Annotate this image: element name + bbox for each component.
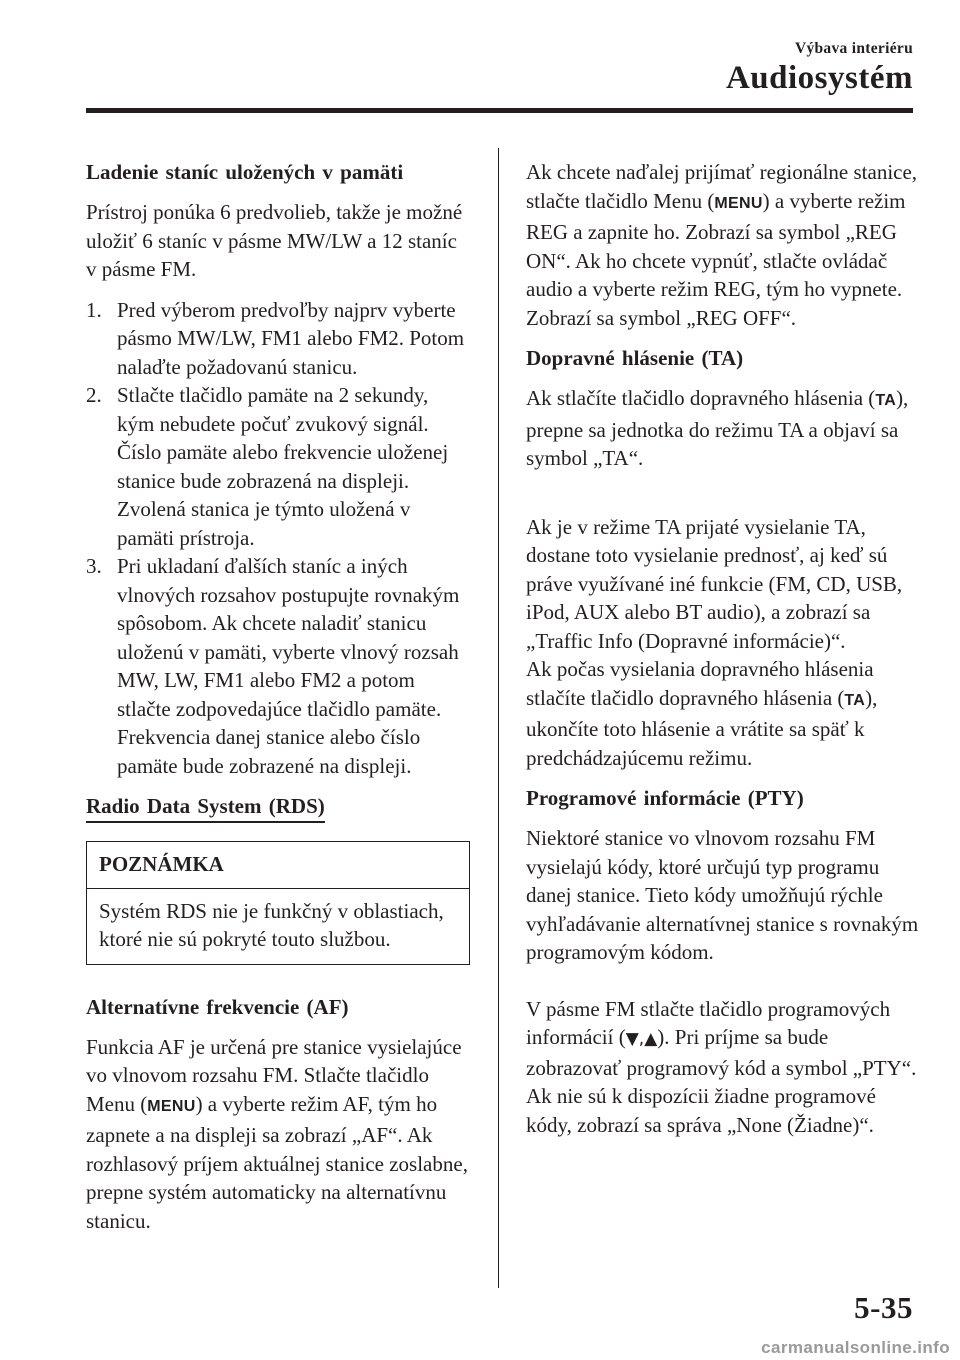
- ta-key-icon: TA: [875, 392, 897, 409]
- reg-paragraph: Ak chcete naďalej prijímať regionálne stanice, stlačte tlačidlo Menu (MENU) a vyberte režim REG a zapnite ho. Zobrazí sa symbol „REG ON“. Ak ho chcete vypnúť, stlačte ovládač audio a vyberte režim REG, tým ho vypnete. Zobrazí sa symbol „REG OFF“.: [526, 160, 918, 330]
- note-body: Systém RDS nie je funkčný v oblastiach, ktoré nie sú pokryté touto službou.: [99, 898, 444, 951]
- ta-heading: Dopravné hlásenie (TA): [526, 346, 744, 370]
- header-rule: [86, 108, 913, 113]
- arrow-icons: ▼,▲: [625, 1029, 658, 1049]
- menu-key-icon: MENU: [147, 1097, 196, 1115]
- preset-steps: [86, 296, 470, 781]
- step-text: Pri ukladaní ďalších staníc a iných vlnových rozsahov postupujte rovnakým spôsobom. Ak chcete naladiť stanicu uloženú v pamäti, vyberte vlnový rozsah MW, LW, FM1 alebo FM2 a potom stlačte zodpovedajúce tlačidlo pamäte. Frekvencia danej stanice alebo číslo pamäte bude zobrazené na displeji.: [117, 554, 460, 778]
- pty-heading: Programové informácie (PTY): [526, 786, 804, 810]
- left-column: [86, 158, 470, 1247]
- menu-key-icon: MENU: [714, 194, 763, 212]
- chapter-title: Audiosystém: [725, 60, 913, 96]
- af-heading: Alternatívne frekvencie (AF): [86, 994, 349, 1019]
- preset-intro: Prístroj ponúka 6 predvolieb, takže je možné uložiť 6 staníc v pásme MW/LW a 12 staníc v pásme FM.: [86, 200, 463, 281]
- ta-paragraph-3: Ak počas vysielania dopravného hlásenia stlačíte tlačidlo dopravného hlásenia (TA), ukončíte toto hlásenie a vrátite sa späť k predchádzajúcemu režimu.: [526, 657, 878, 770]
- step-item: [86, 552, 470, 780]
- step-number: 2.: [86, 383, 102, 407]
- column-divider: [498, 148, 499, 1288]
- section-title: Výbava interiéru: [794, 40, 913, 57]
- step-text: Stlačte tlačidlo pamäte na 2 sekundy, kým nebudete počuť zvukový signál. Číslo pamäte alebo frekvencie uloženej stanice bude zobrazená na displeji. Zvolená stanica je týmto uložená v pamäti prístroja.: [117, 383, 449, 550]
- rds-heading: Radio Data System (RDS): [86, 792, 470, 823]
- right-column: [526, 158, 926, 1151]
- page-number: 5-35: [854, 1290, 913, 1325]
- step-item: [86, 296, 470, 382]
- step-number: 3.: [86, 554, 102, 578]
- step-number: 1.: [86, 297, 102, 322]
- page-header: [726, 40, 913, 97]
- preset-heading: Ladenie staníc uložených v pamäti: [86, 160, 404, 184]
- pty-paragraph-2: V pásme FM stlačte tlačidlo programových informácií (▼,▲). Pri príjme sa bude zobrazovať programový kód a symbol „PTY“. Ak nie sú k dispozícii žiadne programové kódy, zobrazí sa správa „None (Žiadne)“.: [526, 996, 917, 1137]
- note-box: [86, 841, 470, 965]
- step-item: [86, 381, 470, 552]
- note-title: POZNÁMKA: [87, 842, 469, 889]
- ta-key-icon: TA: [844, 691, 866, 709]
- spacer: [526, 967, 926, 995]
- pty-paragraph-1: Niektoré stanice vo vlnovom rozsahu FM vysielajú kódy, ktoré určujú typ programu danej stanice. Tieto kódy umožňujú rýchle vyhľadávanie alternatívnej stanice s rovnakým programovým kódom.: [526, 826, 919, 964]
- step-text: Pred výberom predvoľby najprv vyberte pásmo MW/LW, FM1 alebo FM2. Potom nalaďte požadovanú stanicu.: [117, 297, 465, 379]
- spacer: [526, 485, 926, 513]
- ta-paragraph-1: Ak stlačíte tlačidlo dopravného hlásenia (TA), prepne sa jednotka do režimu TA a objaví sa symbol „TA“.: [526, 386, 909, 470]
- af-paragraph: Funkcia AF je určená pre stanice vysielajúce vo vlnovom rozsahu FM. Stlačte tlačidlo Menu (MENU) a vyberte režim AF, tým ho zapnete a na displeji sa zobrazí „AF“. Ak rozhlasový príjem aktuálnej stanice zoslabne, prepne systém automaticky na alternatívnu stanicu.: [86, 1034, 468, 1233]
- ta-paragraph-2: Ak je v režime TA prijaté vysielanie TA, dostane toto vysielanie prednosť, aj keď sú práve využívané iné funkcie (FM, CD, USB, iPod, AUX alebo BT audio), a zobrazí sa „Traffic Info (Dopravné informácie)“.: [526, 514, 903, 653]
- watermark: carmanualsonline.info: [761, 1338, 950, 1357]
